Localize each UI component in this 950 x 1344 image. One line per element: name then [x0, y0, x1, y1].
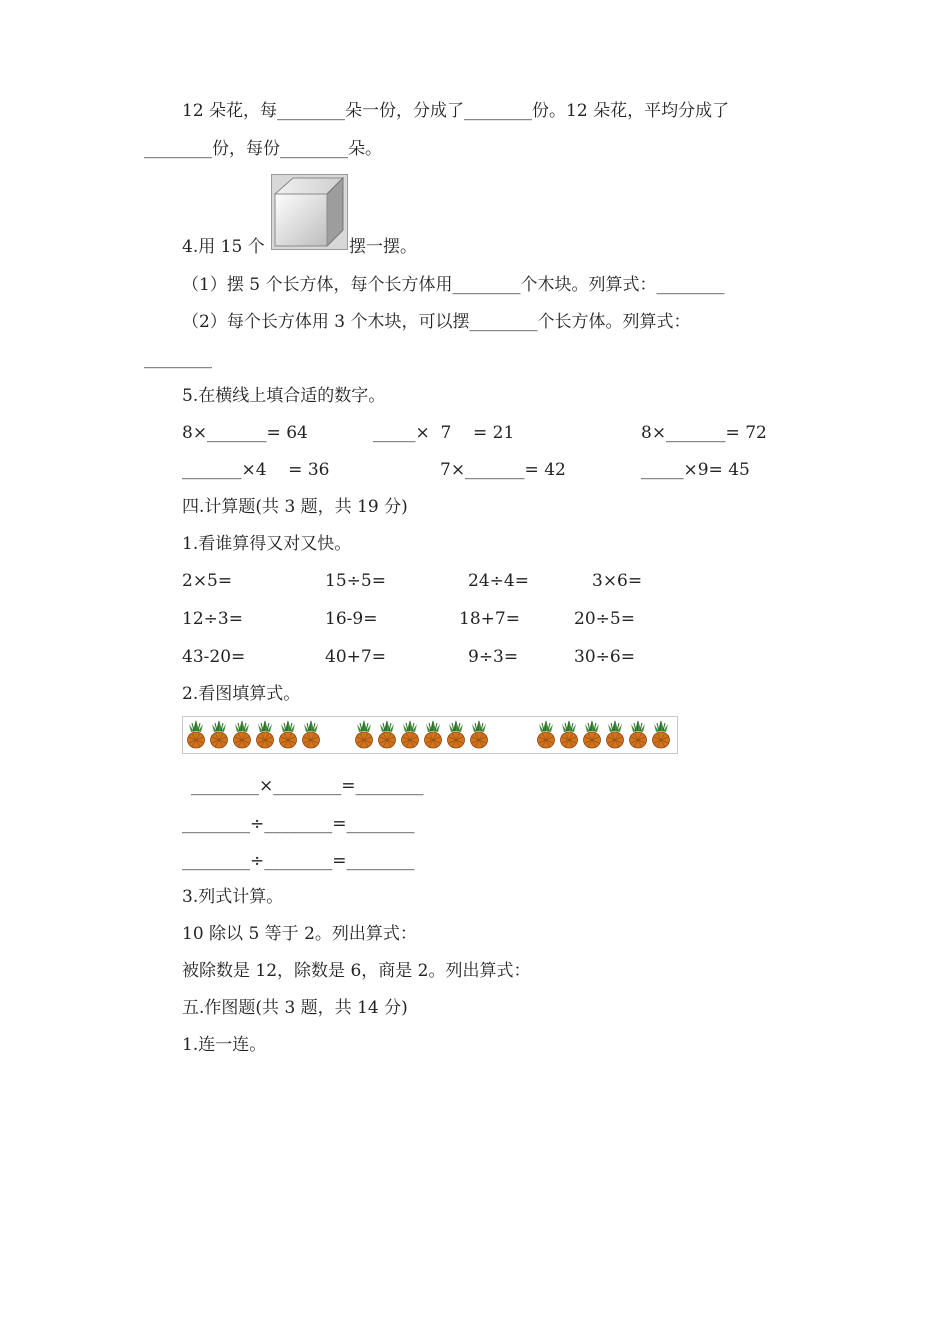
calc-item: 12÷3=: [182, 609, 243, 629]
q4-answer-blank: ________: [144, 349, 212, 369]
pineapple-icon: [582, 719, 602, 749]
calc-item: 16-9=: [325, 609, 378, 629]
q5-title: 5.在横线上填合适的数字。: [182, 386, 386, 406]
calc-item: 15÷5=: [325, 571, 386, 591]
formula-line: ________÷________=________: [182, 851, 415, 871]
pineapple-icon: [354, 719, 374, 749]
connect-question-title: 1.连一连。: [182, 1035, 267, 1055]
q4-title-prefix: 4.用 15 个: [182, 237, 265, 257]
pineapple-icon: [605, 719, 625, 749]
fill-in-item: _____×9= 45: [641, 460, 750, 480]
calc-item: 30÷6=: [574, 647, 635, 667]
picture-question-title: 2.看图填算式。: [182, 684, 301, 704]
flower-question-line-1: 12 朵花，每________朵一份，分成了________份。12 朵花，平均分成了: [182, 101, 730, 121]
calc-item: 9÷3=: [468, 647, 519, 667]
pineapple-icon: [377, 719, 397, 749]
fill-in-item: 8×_______= 72: [641, 423, 767, 443]
q4-sub-question-1: （1）摆 5 个长方体，每个长方体用________个木块。列算式：________: [182, 275, 725, 295]
word-problem-line-1: 10 除以 5 等于 2。列出算式：: [182, 924, 417, 944]
formula-line: ________×________=________: [191, 776, 424, 796]
pineapple-icon: [255, 719, 275, 749]
pineapple-icon: [278, 719, 298, 749]
q4-sub-question-2: （2）每个长方体用 3 个木块，可以摆________个长方体。列算式：: [182, 312, 691, 332]
section-5-title: 五.作图题(共 3 题，共 14 分): [182, 998, 408, 1018]
calc-item: 3×6=: [592, 571, 643, 591]
word-problem-line-2: 被除数是 12，除数是 6，商是 2。列出算式：: [182, 961, 531, 981]
pineapple-icon: [536, 719, 556, 749]
formula-line: ________÷________=________: [182, 814, 415, 834]
pineapple-icon: [209, 719, 229, 749]
pineapple-icon: [446, 719, 466, 749]
calc-item: 2×5=: [182, 571, 233, 591]
pineapple-icon: [559, 719, 579, 749]
flower-question-line-2: ________份，每份________朵。: [144, 139, 382, 159]
calc-item: 40+7=: [325, 647, 386, 667]
calc-question-title: 1.看谁算得又对又快。: [182, 534, 352, 554]
pineapple-picture: [182, 716, 678, 754]
cube-block-icon: [271, 174, 348, 250]
calc-item: 24÷4=: [468, 571, 529, 591]
pineapple-icon: [400, 719, 420, 749]
pineapple-icon: [423, 719, 443, 749]
pineapple-icon: [651, 719, 671, 749]
section-4-title: 四.计算题(共 3 题，共 19 分): [182, 497, 408, 517]
fill-in-item: 8×_______= 64: [182, 423, 308, 443]
fill-in-item: 7×_______= 42: [440, 460, 566, 480]
word-problem-title: 3.列式计算。: [182, 887, 284, 907]
calc-item: 18+7=: [459, 609, 520, 629]
calc-item: 43-20=: [182, 647, 246, 667]
calc-item: 20÷5=: [574, 609, 635, 629]
fill-in-item: _____× 7 = 21: [373, 423, 515, 443]
pineapple-icon: [232, 719, 252, 749]
pineapple-icon: [301, 719, 321, 749]
pineapple-icon: [628, 719, 648, 749]
fill-in-item: _______×4 = 36: [182, 460, 330, 480]
pineapple-icon: [186, 719, 206, 749]
q4-title-suffix: 摆一摆。: [349, 237, 417, 257]
pineapple-icon: [469, 719, 489, 749]
